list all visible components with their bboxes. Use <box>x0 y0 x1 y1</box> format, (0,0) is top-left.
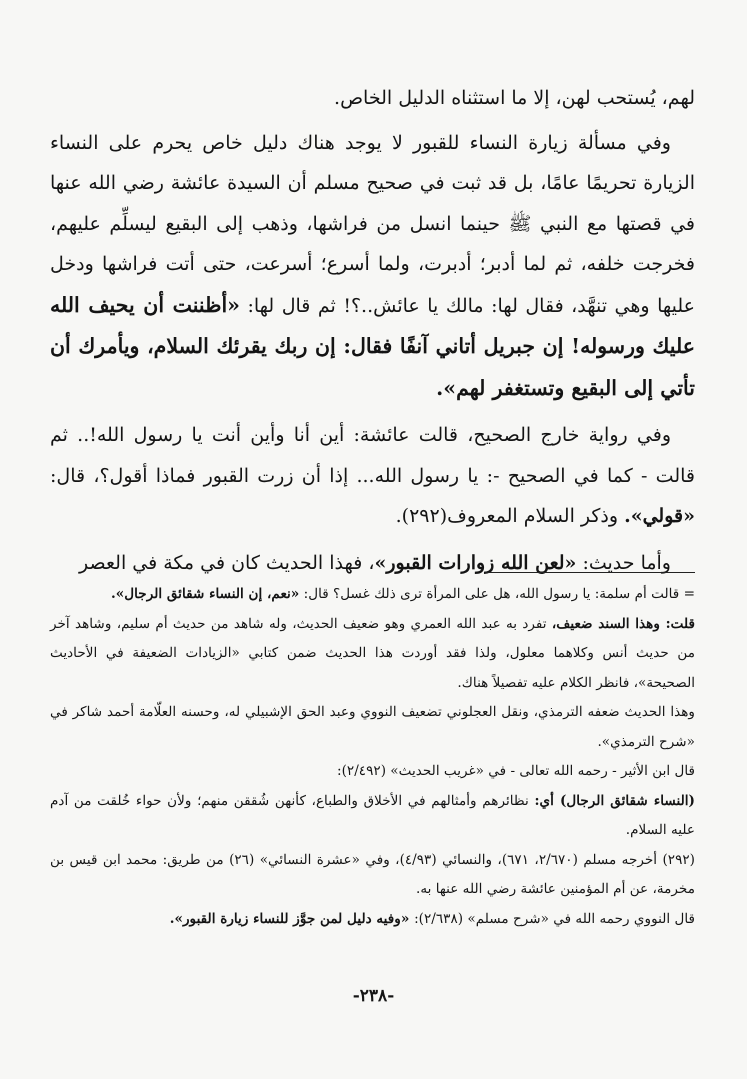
paragraph-2 <box>50 123 695 410</box>
footnote-1-text: = قالت أم سلمة: يا رسول الله، هل على المرأة ترى ذلك غسل؟ قال: <box>299 586 695 602</box>
footnote-5 <box>50 787 695 846</box>
footnote-2-text: تفرد به عبد الله العمري وهو ضعيف الحديث، وله شاهد من حديث أم سليم، وشاهد آخر من حديث أنس وكلاهما معلول، ولذا فقد أوردت هذا الحديث ضمن كتابي «الزيادات الضعيفة في الأحاديث الصحيحة»، فانظر الكلام عليه تفصيلاً هناك. <box>50 615 695 691</box>
footnote-1-quote: «نعم، إن النساء شقائق الرجال». <box>111 586 300 602</box>
paragraph-4-text: وأما حديث: <box>576 551 671 574</box>
footnote-6 <box>50 846 695 905</box>
footnote-3-text: وهذا الحديث ضعفه الترمذي، ونقل العجلوني تضعيف النووي وعبد الحق الإشبيلي له، وحسنه العلّامة أحمد شاكر في «شرح الترمذي». <box>50 704 695 750</box>
footnote-7-lead: قال النووي رحمه الله في «شرح مسلم» (٢/٦٣٨): <box>414 910 695 927</box>
footnote-divider <box>485 572 695 573</box>
footnote-7-quote: «وفيه دليل لمن جوَّز للنساء زيارة القبور». <box>169 910 415 927</box>
page-number: -٢٣٨- <box>352 986 395 1006</box>
paragraph-1-text: لهم، يُستحب لهن، إلا ما استثناه الدليل الخاص. <box>334 87 695 109</box>
paragraph-3-text: وفي رواية خارج الصحيح، قالت عائشة: أين أنا وأين أنت يا رسول الله!.. ثم قالت - كما في الصحيح -: يا رسول الله... إذا أن زرت القبور فماذا أقول؟، قال: <box>50 424 695 487</box>
footnote-2 <box>50 610 695 699</box>
footnote-1 <box>50 580 695 610</box>
paragraph-2-text: وفي مسألة زيارة النساء للقبور لا يوجد هناك دليل خاص يحرم على النساء الزيارة تحريمًا عامًا، بل قد ثبت في صحيح مسلم أن السيدة عائشة رضي الله عنها في قصتها مع النبي ﷺ حينما انسل من فراشها، وذهب إلى البقيع ليسلِّم عليهم، فخرجت خلفه، ثم لما أدبر؛ أدبرت، ولما أسرع؛ أسرعت، حتى أتت فراشها ودخل عليها وهي تنهَّد، فقال لها: مالك يا عائش..؟! ثم قال لها: <box>50 131 695 317</box>
footnote-2-lead: قلت: وهذا السند ضعيف، <box>551 615 695 632</box>
footnote-5-text: نظائرهم وأمثالهم في الأخلاق والطباع، كأنهن شُققن منهم؛ ولأن حواء خُلقت من آدم عليه السلام. <box>50 792 695 838</box>
footnote-3 <box>50 698 695 757</box>
footnote-5-lead: (النساء شقائق الرجال) أي: <box>534 792 695 809</box>
hadith-quote-3: «لعن الله زوارات القبور» <box>374 551 577 574</box>
hadith-quote-1: «أظننت أن يحيف الله عليك ورسوله! إن جبريل أتاني آنفًا فقال: إن ربك يقرئك السلام، ويأمرك أن تأتي إلى البقيع وتستغفر لهم». <box>50 292 695 400</box>
footnote-6-text: (٢٩٢) أخرجه مسلم (٢/٦٧٠، ٦٧١)، والنسائي (٤/٩٣)، وفي «عشرة النسائي» (٢٦) من طريق: محمد ابن قيس بن مخرمة، عن أم المؤمنين عائشة رضي الله عنها به. <box>50 851 695 897</box>
paragraph-3-tail: وذكر السلام المعروف(٢٩٢). <box>395 505 625 527</box>
paragraph-4-tail: ، فهذا الحديث كان في مكة في العصر <box>79 551 375 574</box>
footnotes <box>50 580 695 934</box>
footnote-4 <box>50 757 695 787</box>
footnote-7 <box>50 905 695 935</box>
paragraph-3 <box>50 415 695 537</box>
paragraph-4 <box>50 543 695 584</box>
hadith-quote-2: «قولي». <box>624 505 695 527</box>
paragraph-1 <box>50 78 695 119</box>
main-text <box>50 78 695 583</box>
footnote-4-text: قال ابن الأثير - رحمه الله تعالى - في «غريب الحديث» (٢/٤٩٢): <box>337 763 695 779</box>
